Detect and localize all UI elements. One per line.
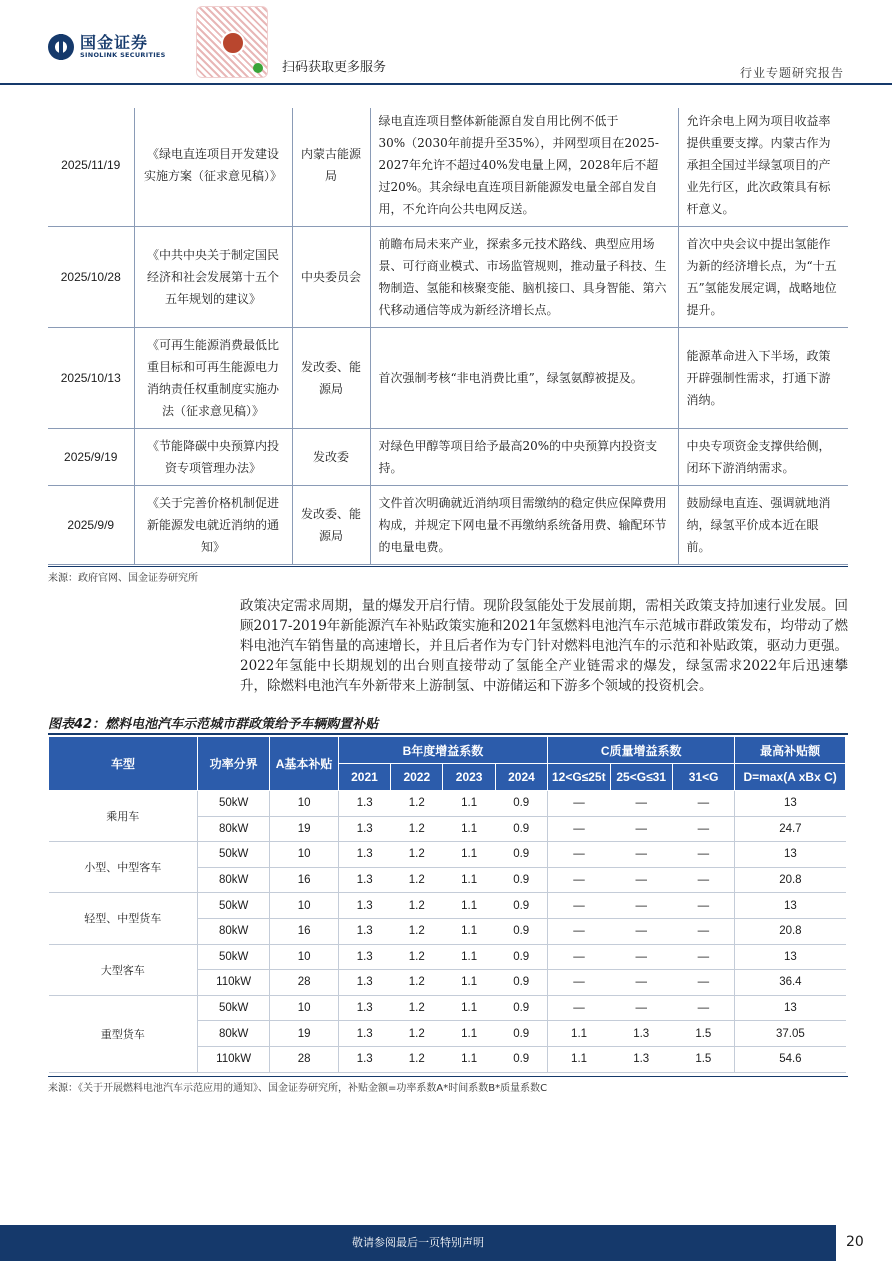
year-coefficient-cell: 1.2	[391, 842, 443, 868]
year-coefficient-cell: 1.1	[443, 1021, 495, 1047]
subsidy-table	[48, 736, 846, 1073]
base-subsidy-cell: 16	[270, 918, 338, 944]
year-coefficient-cell: 0.9	[495, 816, 547, 842]
mass-coefficient-cell: —	[548, 893, 610, 919]
year-coefficient-cell: 1.2	[391, 893, 443, 919]
base-subsidy-cell: 10	[270, 791, 338, 817]
power-cell: 50kW	[197, 944, 269, 970]
figure-divider	[48, 733, 848, 735]
year-coefficient-cell: 0.9	[495, 867, 547, 893]
base-subsidy-cell: 19	[270, 816, 338, 842]
mass-coefficient-cell: —	[672, 995, 734, 1021]
policy-content: 前瞻布局未来产业，探索多元技术路线、典型应用场景、可行商业模式、市场监管规则，推动量子科技、生物制造、氢能和核聚变能、脑机接口、具身智能、第六代移动通信等成为新经济增长点。	[370, 227, 678, 328]
year-coefficient-cell: 1.3	[338, 816, 390, 842]
policy-impact: 中央专项资金支撑供给侧，闭环下游消纳需求。	[678, 429, 848, 486]
policy-content: 对绿色甲醇等项目给予最高20%的中央预算内投资支持。	[370, 429, 678, 486]
power-cell: 110kW	[197, 1046, 269, 1072]
mass-coefficient-cell: —	[672, 867, 734, 893]
logo-en-text: SINOLINK SECURITIES	[80, 51, 166, 59]
vehicle-type: 轻型、中型货车	[49, 893, 198, 944]
vehicle-type: 重型货车	[49, 995, 198, 1072]
header-year-coefficient: B年度增益系数	[338, 737, 547, 764]
year-coefficient-cell: 1.1	[443, 970, 495, 996]
mass-coefficient-cell: —	[672, 970, 734, 996]
power-cell: 50kW	[197, 893, 269, 919]
year-coefficient-cell: 0.9	[495, 791, 547, 817]
max-subsidy-cell: 37.05	[735, 1021, 846, 1047]
power-cell: 110kW	[197, 970, 269, 996]
year-coefficient-cell: 1.2	[391, 867, 443, 893]
base-subsidy-cell: 19	[270, 1021, 338, 1047]
company-logo	[48, 34, 166, 60]
policy-name: 《中共中央关于制定国民经济和社会发展第十五个五年规划的建议》	[134, 227, 292, 328]
mass-coefficient-cell: 1.5	[672, 1046, 734, 1072]
year-coefficient-cell: 1.1	[443, 791, 495, 817]
base-subsidy-cell: 10	[270, 893, 338, 919]
header-year: 2021	[338, 764, 390, 791]
mass-coefficient-cell: —	[610, 816, 672, 842]
mass-coefficient-cell: —	[548, 918, 610, 944]
mass-coefficient-cell: —	[672, 816, 734, 842]
body-paragraph: 政策决定需求周期，量的爆发开启行情。现阶段氢能处于发展前期，需相关政策支持加速行业发展。回顾2017-2019年新能源汽车补贴政策实施和2021年氢燃料电池汽车示范城市群政策发布，均带动了燃料电池汽车销售量的高速增长，并且后者作为专门针对燃料电池汽车的示范和补贴政策，驱动力更强。2022年氢能中长期规划的出台则直接带动了氢能全产业链需求的爆发，绿氢需求2022年后迅速攀升，除燃料电池汽车外新带来上游制氢、中游储运和下游多个领域的投资机会。	[240, 598, 848, 694]
policy-impact: 首次中央会议中提出氢能作为新的经济增长点，为“十五五”氢能发展定调，战略地位提升。	[678, 227, 848, 328]
year-coefficient-cell: 1.1	[443, 842, 495, 868]
power-cell: 50kW	[197, 995, 269, 1021]
power-cell: 80kW	[197, 867, 269, 893]
base-subsidy-cell: 16	[270, 867, 338, 893]
mass-coefficient-cell: —	[672, 893, 734, 919]
power-cell: 80kW	[197, 918, 269, 944]
year-coefficient-cell: 1.3	[338, 944, 390, 970]
max-subsidy-cell: 13	[735, 791, 846, 817]
year-coefficient-cell: 0.9	[495, 970, 547, 996]
year-coefficient-cell: 1.3	[338, 867, 390, 893]
vehicle-type: 小型、中型客车	[49, 842, 198, 893]
policy-date: 2025/9/9	[48, 486, 134, 565]
year-coefficient-cell: 1.1	[443, 995, 495, 1021]
mass-coefficient-cell: 1.1	[548, 1046, 610, 1072]
policy-name: 《可再生能源消费最低比重目标和可再生能源电力消纳责任权重制度实施办法（征求意见稿）》	[134, 328, 292, 429]
base-subsidy-cell: 10	[270, 944, 338, 970]
policy-row	[48, 108, 848, 227]
mass-coefficient-cell: —	[548, 842, 610, 868]
policy-name: 《节能降碳中央预算内投资专项管理办法》	[134, 429, 292, 486]
mass-coefficient-cell: —	[610, 893, 672, 919]
year-coefficient-cell: 1.3	[338, 918, 390, 944]
subsidy-row	[49, 944, 846, 970]
policy-content: 绿电直连项目整体新能源自发自用比例不低于30%（2030年前提升至35%），并网型项目在2025-2027年允许不超过40%发电量上网，2028年后不超过20%。其余绿电直连项目新能源发电量全部自发自用，不允许向公共电网反送。	[370, 108, 678, 227]
header-divider	[0, 83, 892, 85]
header-year: 2023	[443, 764, 495, 791]
qr-code-icon[interactable]	[196, 6, 268, 78]
policy-row	[48, 227, 848, 328]
header-power: 功率分界	[197, 737, 269, 791]
subsidy-row	[49, 842, 846, 868]
policy-issuer: 发改委、能源局	[292, 328, 370, 429]
policy-impact: 鼓励绿电直连、强调就地消纳，绿氢平价成本近在眼前。	[678, 486, 848, 565]
mass-coefficient-cell: —	[548, 867, 610, 893]
policy-name: 《绿电直连项目开发建设实施方案（征求意见稿）》	[134, 108, 292, 227]
page-number: 20	[846, 1234, 864, 1250]
source-note: 来源：《关于开展燃料电池汽车示范应用的通知》、国金证券研究所，补贴金额=功率系数A*时间系数B*质量系数C	[48, 1083, 548, 1094]
year-coefficient-cell: 1.3	[338, 995, 390, 1021]
mass-coefficient-cell: —	[548, 995, 610, 1021]
footer-disclaimer: 敬请参阅最后一页特别声明	[352, 1236, 484, 1249]
policy-issuer: 发改委、能源局	[292, 486, 370, 565]
year-coefficient-cell: 1.1	[443, 816, 495, 842]
policy-date: 2025/11/19	[48, 108, 134, 227]
year-coefficient-cell: 0.9	[495, 1021, 547, 1047]
mass-coefficient-cell: —	[672, 791, 734, 817]
year-coefficient-cell: 0.9	[495, 944, 547, 970]
page-header	[0, 0, 892, 86]
max-subsidy-cell: 20.8	[735, 867, 846, 893]
source-note: 来源：政府官网、国金证券研究所	[48, 573, 198, 584]
year-coefficient-cell: 1.2	[391, 816, 443, 842]
year-coefficient-cell: 1.2	[391, 944, 443, 970]
year-coefficient-cell: 1.3	[338, 791, 390, 817]
policy-row	[48, 486, 848, 565]
base-subsidy-cell: 28	[270, 1046, 338, 1072]
subsidy-row	[49, 995, 846, 1021]
year-coefficient-cell: 0.9	[495, 842, 547, 868]
vehicle-type: 大型客车	[49, 944, 198, 995]
mass-coefficient-cell: 1.1	[548, 1021, 610, 1047]
max-subsidy-cell: 13	[735, 944, 846, 970]
mass-coefficient-cell: 1.3	[610, 1046, 672, 1072]
year-coefficient-cell: 0.9	[495, 995, 547, 1021]
qr-center-logo	[221, 31, 245, 55]
mass-coefficient-cell: —	[610, 867, 672, 893]
max-subsidy-cell: 24.7	[735, 816, 846, 842]
header-mass: 12<G≤25t	[548, 764, 610, 791]
year-coefficient-cell: 1.2	[391, 791, 443, 817]
header-year: 2022	[391, 764, 443, 791]
header-mass-coefficient: C质量增益系数	[548, 737, 735, 764]
report-type-label: 行业专题研究报告	[739, 66, 844, 80]
year-coefficient-cell: 0.9	[495, 893, 547, 919]
figure-title: 图表42：燃料电池汽车示范城市群政策给予车辆购置补贴	[48, 717, 379, 732]
policy-row	[48, 429, 848, 486]
policy-date: 2025/10/13	[48, 328, 134, 429]
subsidy-row	[49, 791, 846, 817]
mass-coefficient-cell: —	[610, 944, 672, 970]
header-max-formula: D=max(A xBx C)	[735, 764, 846, 791]
mass-coefficient-cell: —	[610, 791, 672, 817]
policy-date: 2025/9/19	[48, 429, 134, 486]
max-subsidy-cell: 13	[735, 995, 846, 1021]
year-coefficient-cell: 1.2	[391, 970, 443, 996]
base-subsidy-cell: 10	[270, 995, 338, 1021]
scan-caption: 扫码获取更多服务	[282, 60, 387, 75]
year-coefficient-cell: 1.2	[391, 995, 443, 1021]
header-base-subsidy: A基本补贴	[270, 737, 338, 791]
max-subsidy-cell: 20.8	[735, 918, 846, 944]
policy-content: 文件首次明确就近消纳项目需缴纳的稳定供应保障费用构成，并规定下网电量不再缴纳系统备用费、输配环节的电量电费。	[370, 486, 678, 565]
max-subsidy-cell: 13	[735, 893, 846, 919]
header-vehicle-type: 车型	[49, 737, 198, 791]
year-coefficient-cell: 1.3	[338, 1046, 390, 1072]
base-subsidy-cell: 10	[270, 842, 338, 868]
year-coefficient-cell: 1.1	[443, 867, 495, 893]
year-coefficient-cell: 1.1	[443, 918, 495, 944]
policy-table	[48, 108, 848, 565]
year-coefficient-cell: 1.1	[443, 944, 495, 970]
year-coefficient-cell: 1.1	[443, 1046, 495, 1072]
max-subsidy-cell: 36.4	[735, 970, 846, 996]
year-coefficient-cell: 1.2	[391, 918, 443, 944]
mass-coefficient-cell: —	[672, 842, 734, 868]
policy-name: 《关于完善价格机制促进新能源发电就近消纳的通知》	[134, 486, 292, 565]
year-coefficient-cell: 1.3	[338, 1021, 390, 1047]
mass-coefficient-cell: —	[610, 995, 672, 1021]
policy-impact: 允许余电上网为项目收益率提供重要支撑。内蒙古作为承担全国过半绿氢项目的产业先行区，此次政策具有标杆意义。	[678, 108, 848, 227]
mass-coefficient-cell: —	[548, 816, 610, 842]
year-coefficient-cell: 1.3	[338, 970, 390, 996]
year-coefficient-cell: 1.3	[338, 842, 390, 868]
header-year: 2024	[495, 764, 547, 791]
policy-issuer: 发改委	[292, 429, 370, 486]
mass-coefficient-cell: —	[610, 842, 672, 868]
header-mass: 31<G	[672, 764, 734, 791]
header-mass: 25<G≤31	[610, 764, 672, 791]
policy-row	[48, 328, 848, 429]
max-subsidy-cell: 54.6	[735, 1046, 846, 1072]
header-max-subsidy: 最高补贴额	[735, 737, 846, 764]
subsidy-row	[49, 893, 846, 919]
mass-coefficient-cell: —	[548, 944, 610, 970]
mass-coefficient-cell: —	[672, 944, 734, 970]
mass-coefficient-cell: —	[548, 970, 610, 996]
qr-badge-icon	[253, 63, 263, 73]
power-cell: 80kW	[197, 1021, 269, 1047]
policy-issuer: 中央委员会	[292, 227, 370, 328]
year-coefficient-cell: 1.3	[338, 893, 390, 919]
year-coefficient-cell: 1.2	[391, 1046, 443, 1072]
year-coefficient-cell: 1.2	[391, 1021, 443, 1047]
source-divider	[48, 566, 848, 567]
mass-coefficient-cell: —	[672, 918, 734, 944]
source-divider	[48, 1076, 848, 1077]
year-coefficient-cell: 1.1	[443, 893, 495, 919]
mass-coefficient-cell: —	[548, 791, 610, 817]
logo-cn-text: 国金证券	[80, 33, 149, 52]
vehicle-type: 乘用车	[49, 791, 198, 842]
mass-coefficient-cell: 1.3	[610, 1021, 672, 1047]
logo-icon	[48, 34, 74, 60]
policy-content: 首次强制考核“非电消费比重”，绿氢氨醇被提及。	[370, 328, 678, 429]
base-subsidy-cell: 28	[270, 970, 338, 996]
policy-impact: 能源革命进入下半场，政策开辟强制性需求，打通下游消纳。	[678, 328, 848, 429]
mass-coefficient-cell: —	[610, 970, 672, 996]
power-cell: 50kW	[197, 842, 269, 868]
mass-coefficient-cell: 1.5	[672, 1021, 734, 1047]
year-coefficient-cell: 0.9	[495, 1046, 547, 1072]
power-cell: 50kW	[197, 791, 269, 817]
policy-date: 2025/10/28	[48, 227, 134, 328]
mass-coefficient-cell: —	[610, 918, 672, 944]
year-coefficient-cell: 0.9	[495, 918, 547, 944]
power-cell: 80kW	[197, 816, 269, 842]
policy-issuer: 内蒙古能源局	[292, 108, 370, 227]
max-subsidy-cell: 13	[735, 842, 846, 868]
